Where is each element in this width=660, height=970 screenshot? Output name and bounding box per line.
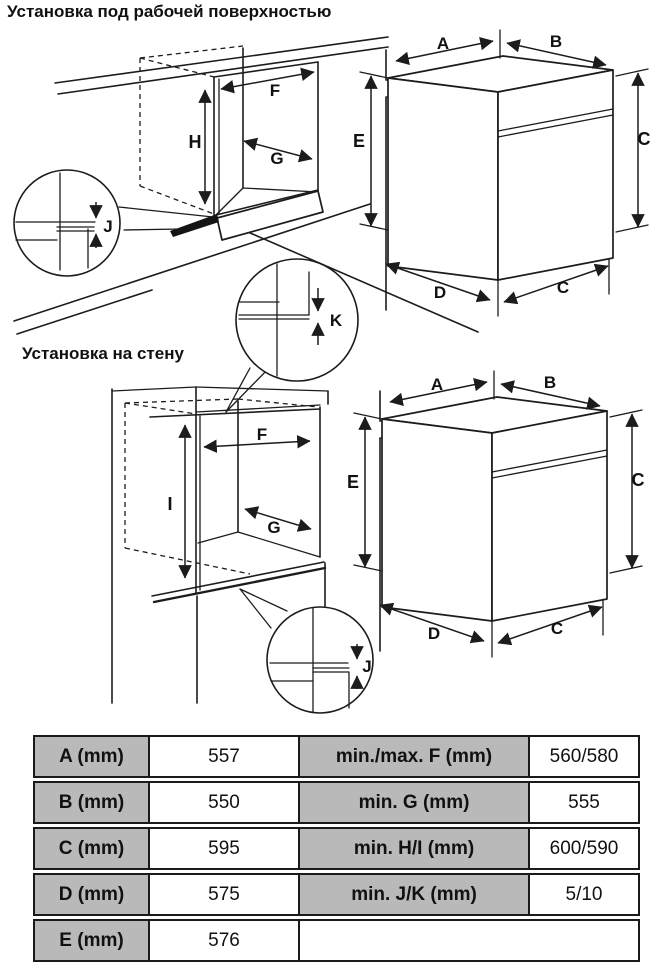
table-value-e: 576 [150, 921, 300, 960]
table-label-g: min. G (mm) [300, 783, 530, 822]
detail-gap-j-wall [240, 589, 373, 713]
dim-label-j: J [103, 217, 113, 236]
title-wall-mount: Установка на стену [22, 344, 184, 363]
dim-label-c-bottom: C [556, 278, 570, 297]
dim-label-b-wall: B [543, 373, 557, 392]
table-label-e: E (mm) [35, 921, 150, 960]
dim-label-g: G [270, 149, 284, 168]
table-empty-cell [530, 921, 638, 960]
table-label-b: B (mm) [35, 783, 150, 822]
table-label-f: min./max. F (mm) [300, 737, 530, 776]
table-value-hi: 600/590 [530, 829, 638, 868]
table-value-f: 560/580 [530, 737, 638, 776]
dim-label-d-wall: D [427, 624, 441, 643]
table-row [33, 735, 640, 778]
table-label-d: D (mm) [35, 875, 150, 914]
dim-label-d: D [433, 283, 447, 302]
table-value-c: 595 [150, 829, 300, 868]
table-row [33, 781, 640, 824]
table-value-g: 555 [530, 783, 638, 822]
table-row [33, 873, 640, 916]
table-label-hi: min. H/I (mm) [300, 829, 530, 868]
dim-label-a-wall: A [430, 375, 444, 394]
diagram-under-counter-oven [353, 30, 651, 316]
table-row [33, 827, 640, 870]
dim-label-g-wall: G [267, 518, 281, 537]
dimensions-table [33, 735, 640, 962]
dim-label-c-bottom-wall: C [550, 619, 564, 638]
table-row [33, 919, 640, 962]
dim-label-i: I [167, 494, 173, 514]
diagram-wall-oven [347, 371, 645, 657]
dim-label-e-wall: E [346, 472, 360, 492]
dim-label-f: F [269, 81, 281, 100]
dim-label-j-wall: J [362, 657, 372, 676]
table-empty-cell [300, 921, 530, 960]
dim-label-c-right: C [637, 129, 651, 149]
table-label-jk: min. J/K (mm) [300, 875, 530, 914]
detail-gap-j-under-counter [14, 170, 213, 276]
table-value-b: 550 [150, 783, 300, 822]
table-label-a: A (mm) [35, 737, 150, 776]
dim-label-e: E [352, 131, 366, 151]
dim-label-c-right-wall: C [631, 470, 645, 490]
dim-label-h: H [188, 132, 202, 152]
table-value-a: 557 [150, 737, 300, 776]
dim-label-f-wall: F [256, 425, 268, 444]
table-value-d: 575 [150, 875, 300, 914]
dim-label-b: B [549, 32, 563, 51]
table-value-jk: 5/10 [530, 875, 638, 914]
dim-label-k: K [329, 311, 343, 330]
dim-label-a: A [436, 34, 450, 53]
title-under-counter: Установка под рабочей поверхностью [7, 2, 332, 21]
table-label-c: C (mm) [35, 829, 150, 868]
